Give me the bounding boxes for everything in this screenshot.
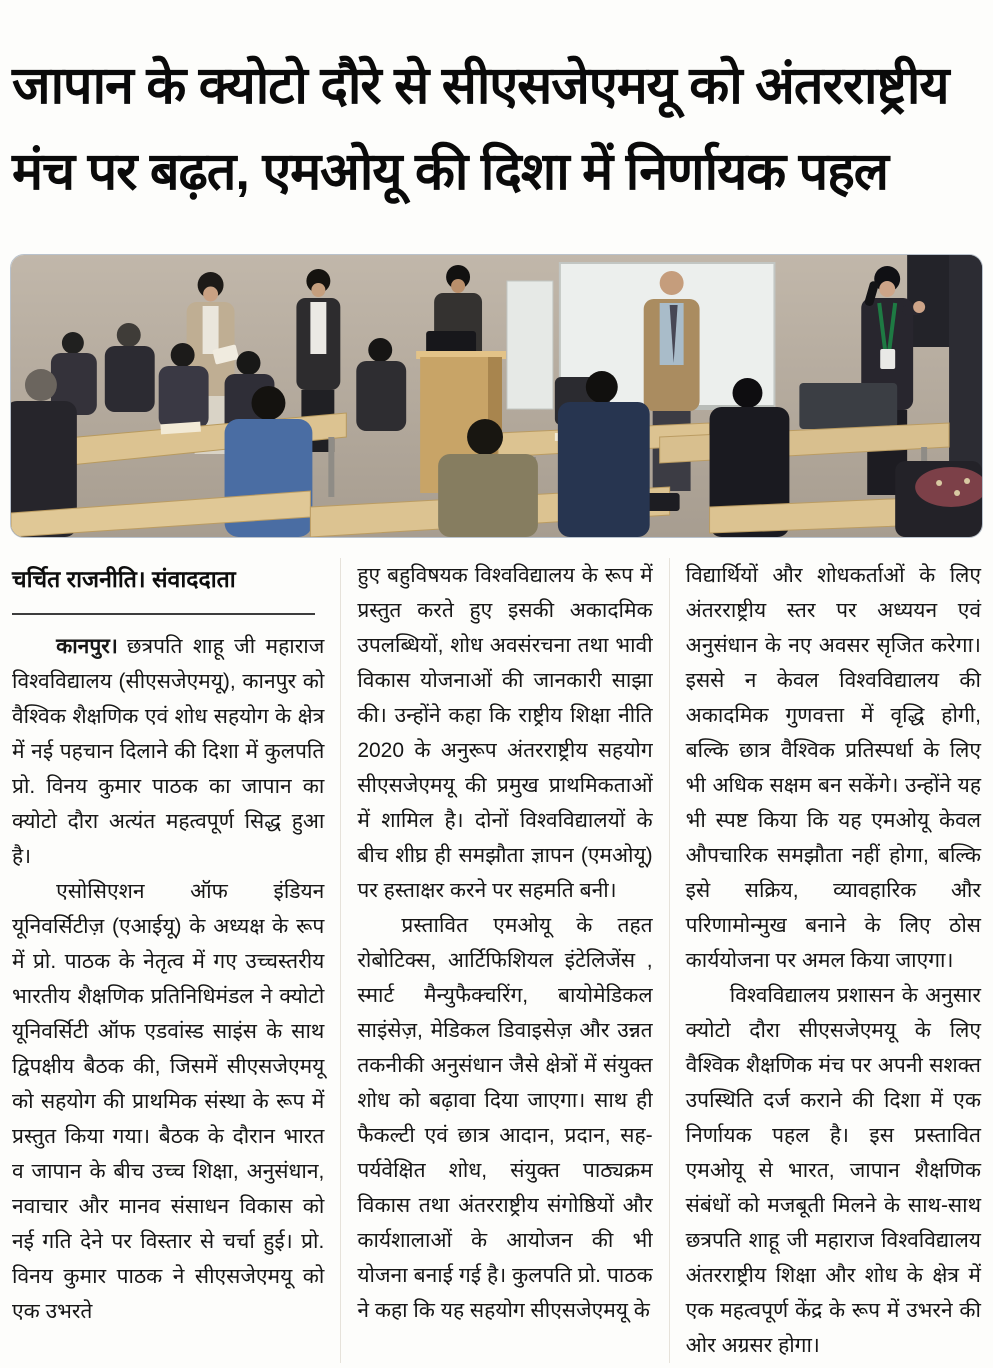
headline-line-2: मंच पर बढ़त, एमओयू की दिशा में निर्णायक पहल — [12, 142, 889, 201]
paragraph-1 — [12, 629, 324, 874]
paragraph-2: एसोसिएशन ऑफ इंडियन यूनिवर्सिटीज़ (एआईयू) के अध्यक्ष के रूप में प्रो. पाठक के नेतृत्व में गए उच्चस्तरीय भारतीय शैक्षणिक प्रतिनिधिमंडल ने क्योटो यूनिवर्सिटी ऑफ एडवांस्ड साइंस के साथ द्विपक्षीय बैठक की, जिसमें सीएसजेएमयू को सहयोग की प्राथमिक संस्था के रूप में प्रस्तुत किया गया। बैठक के दौरान भारत व जापान के बीच उच्च शिक्षा, अनुसंधान, नवाचार और मानव संसाधन विकास को नई गति देने पर विस्तार से चर्चा हुई। प्रो. विनय कुमार पाठक ने सीएसजेएमयू को एक उभरते — [12, 879, 325, 1323]
paragraph-5: विद्यार्थियों और शोधकर्ताओं के लिए अंतरराष्ट्रीय स्तर पर अध्ययन एवं अनुसंधान के नए अवसर सृजित करेगा। इससे न केवल विश्वविद्यालय की अकादमिक गुणवत्ता में वृद्धि होगी, बल्कि छात्र वैश्विक प्रतिस्पर्धा के लिए भी अधिक सक्षम बन सकेंगे। उन्होंने यह भी स्पष्ट किया कि यह एमओयू केवल औपचारिक समझौता नहीं होगा, बल्कि इसे सक्रिय, व्यावहारिक और परिणामोन्मुख बनाने के लिए ठोस कार्ययोजना पर अमल किया जाएगा। — [685, 563, 981, 972]
headline-line-1: जापान के क्योटो दौरे से सीएसजेएमयू को अंतरराष्ट्रीय — [12, 56, 949, 115]
paragraph-6: विश्वविद्यालय प्रशासन के अनुसार क्योटो दौरा सीएसजेएमयू के लिए वैश्विक शैक्षणिक मंच पर अपनी सशक्त उपस्थिति दर्ज कराने की दिशा में एक निर्णायक पहल है। इस प्रस्तावित एमओयू से भारत, जापान शैक्षणिक संबंधों को मजबूती मिलने के साथ-साथ छत्रपति शाहू जी महाराज विश्वविद्यालय अंतरराष्ट्रीय शिक्षा और शोध के क्षेत्र में एक महत्वपूर्ण केंद्र के रूप में उभरने की ओर अग्रसर होगा। — [685, 983, 981, 1357]
dateline: कानपुर। — [56, 634, 118, 658]
headline — [0, 35, 993, 219]
paragraph-4: प्रस्तावित एमओयू के तहत रोबोटिक्स, आर्टिफिशियल इंटेलिजेंस , स्मार्ट मैन्युफैक्चरिंग, बायोमेडिकल साइंसेज़, मेडिकल डिवाइसेज़ और उन्नत तकनीकी अनुसंधान जैसे क्षेत्रों में संयुक्त शोध को बढ़ावा दिया जाएगा। साथ ही फैकल्टी एवं छात्र आदान, प्रदान, सह-पर्यवेक्षित शोध, संयुक्त पाठ्यक्रम विकास तथा अंतरराष्ट्रीय संगोष्ठियों और कार्यशालाओं के आयोजन की भी योजना बनाई गई है। कुलपति प्रो. पाठक ने कहा कि यह सहयोग सीएसजेएमयू के — [357, 913, 653, 1322]
column-2 — [340, 558, 652, 1363]
article-photo — [10, 254, 983, 538]
byline-rule — [12, 613, 315, 615]
byline: चर्चित राजनीति। संवाददाता — [12, 565, 236, 592]
paragraph-3: हुए बहुविषयक विश्वविद्यालय के रूप में प्रस्तुत करते हुए इसकी अकादमिक उपलब्धियों, शोध अवसंरचना तथा भावी विकास योजनाओं की जानकारी साझा की। उन्होंने कहा कि राष्ट्रीय शिक्षा नीति 2020 के अनुरूप अंतरराष्ट्रीय सहयोग सीएसजेएमयू की प्रमुख प्राथमिकताओं में शामिल है। दोनों विश्वविद्यालयों के बीच शीघ्र ही समझौता ज्ञापन (एमओयू) पर हस्ताक्षर करने पर सहमति बनी। — [357, 563, 653, 902]
projector-device — [799, 383, 897, 429]
column-1 — [12, 558, 324, 1363]
seminar-photo-scene — [11, 255, 982, 537]
column-3 — [669, 558, 981, 1363]
article-body — [0, 548, 993, 1363]
whiteboard-small — [507, 281, 553, 409]
paragraph-1-text: छत्रपति शाहू जी महाराज विश्वविद्यालय (सीएसजेएमयू), कानपुर को वैश्विक शैक्षणिक एवं शोध सहयोग के क्षेत्र में नई पहचान दिलाने की दिशा में कुलपति प्रो. विनय कुमार पाठक का जापान का क्योटो दौरा अत्यंत महत्वपूर्ण सिद्ध हुआ है। — [12, 634, 325, 868]
